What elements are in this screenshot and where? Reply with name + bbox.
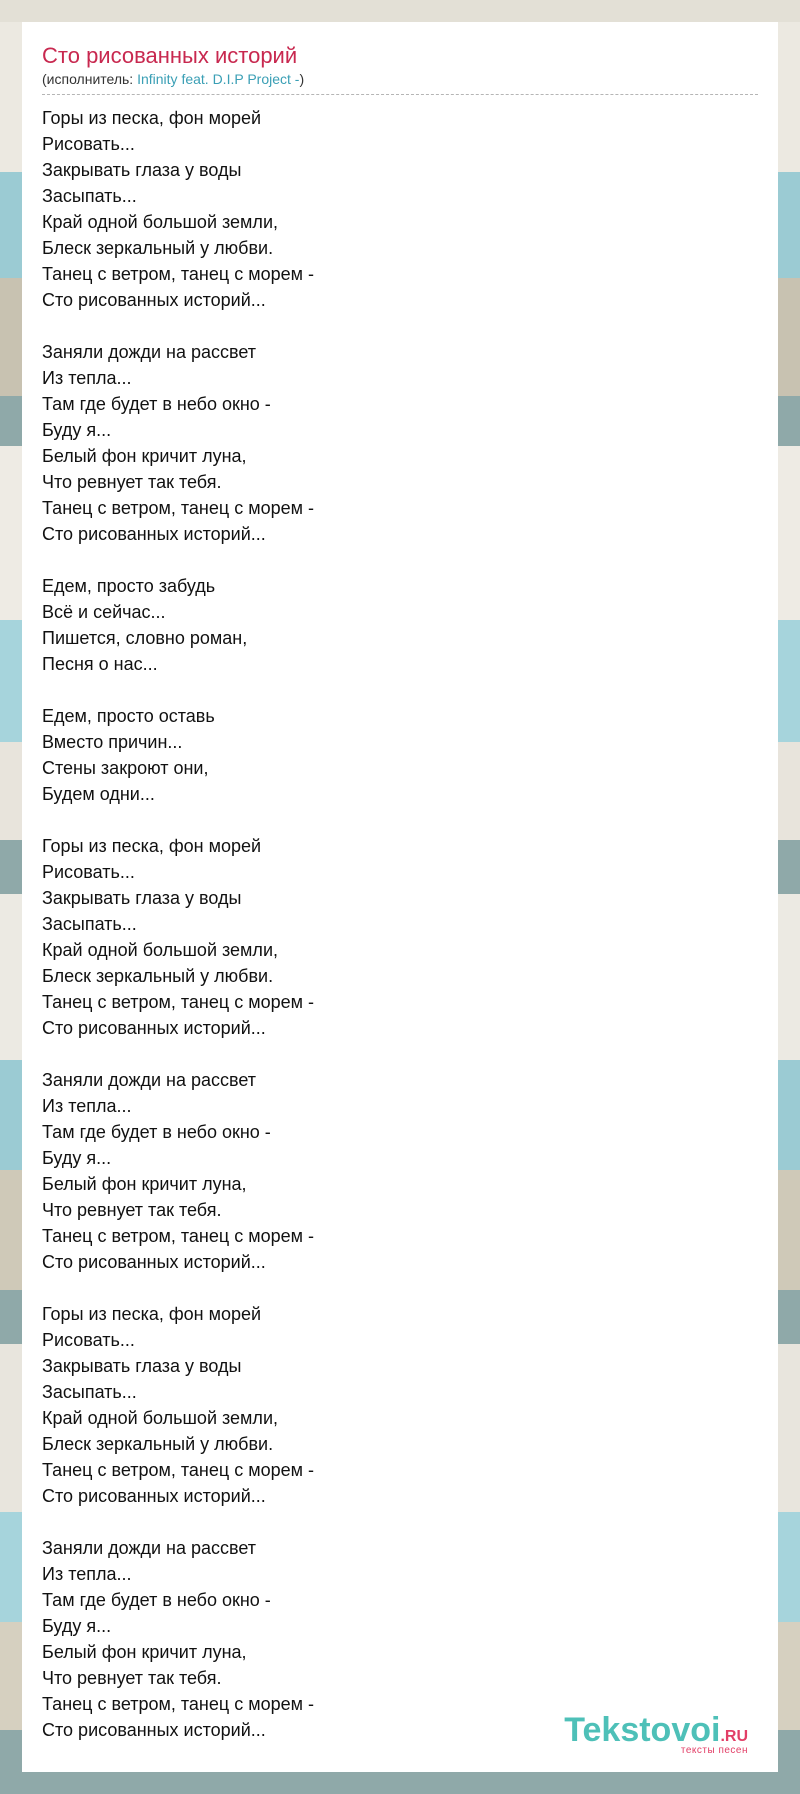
lyrics-stanza	[42, 339, 758, 547]
lyrics-line: Стены закроют они,	[42, 758, 209, 778]
lyrics-line: Танец с ветром, танец с морем -	[42, 1460, 314, 1480]
artist-suffix: )	[299, 71, 305, 87]
lyrics-line: Сто рисованных историй...	[42, 1486, 266, 1506]
lyrics-line: Край одной большой земли,	[42, 1408, 278, 1428]
lyrics-line: Танец с ветром, танец с морем -	[42, 1226, 314, 1246]
lyrics-line: Блеск зеркальный у любви.	[42, 966, 274, 986]
lyrics-stanza	[42, 105, 758, 313]
lyrics-line: Едем, просто оставь	[42, 706, 215, 726]
lyrics-line: Сто рисованных историй...	[42, 1018, 266, 1038]
lyrics-line: Засыпать...	[42, 914, 137, 934]
lyrics-line: Что ревнует так тебя.	[42, 472, 222, 492]
lyrics-stanza	[42, 833, 758, 1041]
lyrics-line: Рисовать...	[42, 862, 135, 882]
lyrics-line: Заняли дожди на рассвет	[42, 342, 257, 362]
lyrics-stanza	[42, 1301, 758, 1509]
lyrics-line: Там где будет в небо окно -	[42, 394, 271, 414]
lyrics-line: Танец с ветром, танец с морем -	[42, 264, 314, 284]
lyrics-line: Из тепла...	[42, 1096, 132, 1116]
lyrics-line: Край одной большой земли,	[42, 212, 278, 232]
lyrics-line: Пишется, словно роман,	[42, 628, 248, 648]
lyrics-line: Горы из песка, фон морей	[42, 836, 262, 856]
lyrics-line: Белый фон кричит луна,	[42, 446, 247, 466]
lyrics-line: Засыпать...	[42, 186, 137, 206]
lyrics-line: Сто рисованных историй...	[42, 524, 266, 544]
song-title: Сто рисованных историй	[42, 43, 298, 68]
lyrics-line: Что ревнует так тебя.	[42, 1200, 222, 1220]
lyrics-line: Засыпать...	[42, 1382, 137, 1402]
lyrics-line: Из тепла...	[42, 1564, 132, 1584]
lyrics-line: Песня о нас...	[42, 654, 158, 674]
lyrics-line: Блеск зеркальный у любви.	[42, 1434, 274, 1454]
logo-tagline: тексты песен	[680, 1745, 748, 1756]
lyrics-line: Что ревнует так тебя.	[42, 1668, 222, 1688]
lyrics-line: Сто рисованных историй...	[42, 1720, 266, 1740]
lyrics-line: Танец с ветром, танец с морем -	[42, 1694, 314, 1714]
lyrics-line: Всё и сейчас...	[42, 602, 166, 622]
lyrics-line: Из тепла...	[42, 368, 132, 388]
lyrics-stanza	[42, 573, 758, 677]
lyrics-stanza	[42, 703, 758, 807]
lyrics-card	[22, 22, 778, 1772]
logo-name: Tekstovoi	[564, 1711, 721, 1749]
lyrics-line: Танец с ветром, танец с морем -	[42, 498, 314, 518]
lyrics-line: Едем, просто забудь	[42, 576, 216, 596]
logo-tld: .RU	[720, 1728, 748, 1745]
lyrics-line: Рисовать...	[42, 1330, 135, 1350]
lyrics-line: Буду я...	[42, 1616, 112, 1636]
artist-link[interactable]: Infinity feat. D.I.P Project -	[137, 71, 300, 87]
lyrics-body	[42, 105, 758, 1743]
artist-prefix: (исполнитель:	[42, 71, 138, 87]
lyrics-line: Буду я...	[42, 420, 112, 440]
lyrics-line: Рисовать...	[42, 134, 135, 154]
artist-line	[42, 70, 758, 95]
lyrics-line: Вместо причин...	[42, 732, 183, 752]
lyrics-line: Сто рисованных историй...	[42, 290, 266, 310]
lyrics-line: Там где будет в небо окно -	[42, 1590, 271, 1610]
lyrics-line: Заняли дожди на рассвет	[42, 1070, 257, 1090]
lyrics-line: Закрывать глаза у воды	[42, 888, 242, 908]
lyrics-line: Край одной большой земли,	[42, 940, 278, 960]
lyrics-line: Закрывать глаза у воды	[42, 160, 242, 180]
lyrics-line: Буду я...	[42, 1148, 112, 1168]
lyrics-line: Горы из песка, фон морей	[42, 108, 262, 128]
lyrics-line: Там где будет в небо окно -	[42, 1122, 271, 1142]
site-logo[interactable]	[564, 1713, 748, 1756]
lyrics-line: Белый фон кричит луна,	[42, 1642, 247, 1662]
lyrics-line: Горы из песка, фон морей	[42, 1304, 262, 1324]
lyrics-line: Сто рисованных историй...	[42, 1252, 266, 1272]
lyrics-line: Будем одни...	[42, 784, 155, 804]
lyrics-stanza	[42, 1067, 758, 1275]
lyrics-line: Белый фон кричит луна,	[42, 1174, 247, 1194]
lyrics-line: Танец с ветром, танец с морем -	[42, 992, 314, 1012]
lyrics-line: Закрывать глаза у воды	[42, 1356, 242, 1376]
lyrics-line: Заняли дожди на рассвет	[42, 1538, 257, 1558]
lyrics-line: Блеск зеркальный у любви.	[42, 238, 274, 258]
